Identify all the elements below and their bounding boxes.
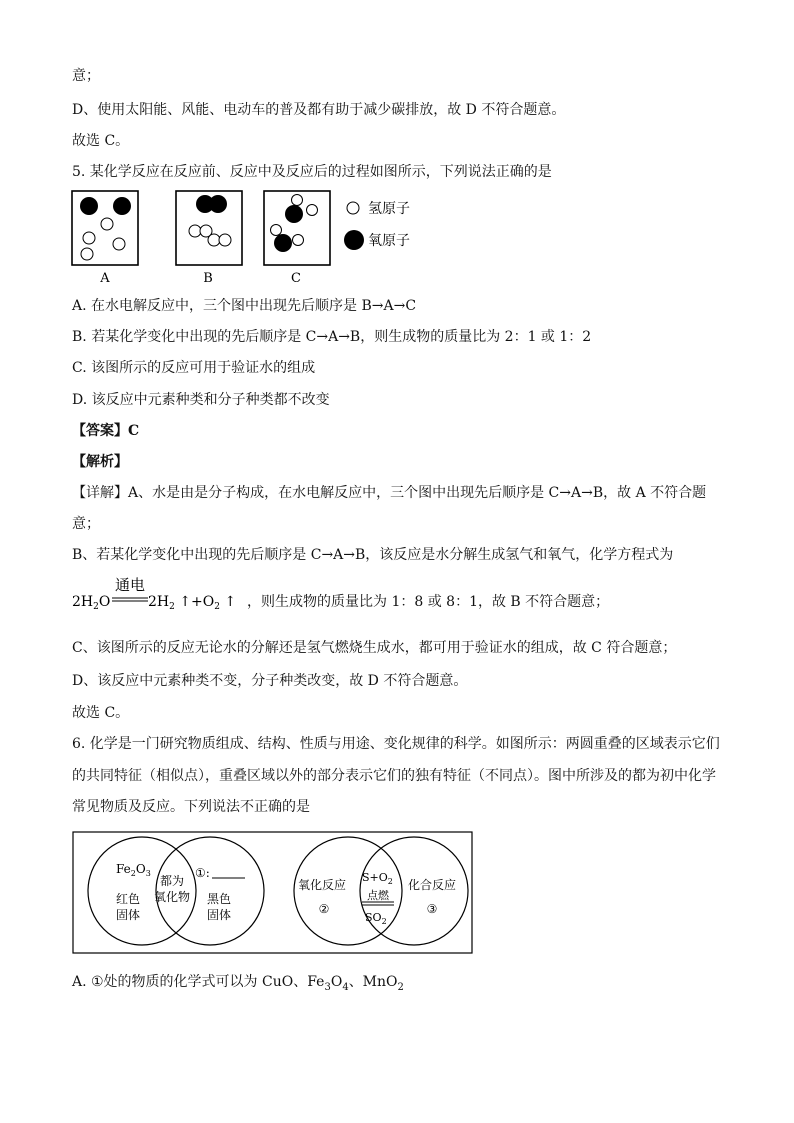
option-b: B. 若某化学变化中出现的先后顺序是 C→A→B，则生成物的质量比为 2：1 或 1：2	[72, 329, 592, 345]
ignite-label: 点燃	[367, 889, 389, 902]
black-label-2: 固体	[207, 908, 232, 922]
label-c: C	[291, 271, 301, 286]
svg-text:2H2O: $2H_2O$	[72, 594, 111, 612]
detail-line: 【详解】A、水是由是分子构成，在水电解反应中，三个图中出现先后顺序是 C→A→B，故 A 不符合题	[72, 485, 707, 501]
question-6-stem: 的共同特征（相似点），重叠区域以外的部分表示它们的独有特征（不同点）。图中所涉及的都为初中化学	[72, 768, 716, 784]
blank-label: ①:	[195, 866, 210, 880]
legend-hydrogen: 氢原子	[368, 201, 410, 217]
circled-2: ②	[318, 902, 330, 916]
label-a: A	[100, 271, 110, 286]
black-label-1: 黑色	[207, 892, 232, 906]
label-b: B	[203, 271, 213, 286]
common-label-2: 氧化物	[153, 890, 191, 904]
figure-6-venn	[72, 831, 474, 955]
detail-line: D、该反应中元素种类不变，分子种类改变，故 D 不符合题意。	[72, 673, 468, 689]
oxidation-label: 氧化反应	[298, 878, 347, 892]
chemical-equation	[72, 574, 252, 614]
svg-text:S+O2: $S+O_2$	[362, 871, 393, 886]
circled-3: ③	[426, 902, 438, 916]
detail-line: B、若某化学变化中出现的先后顺序是 C→A→B，该反应是水分解生成氢气和氧气，化学方程式为	[72, 547, 674, 563]
text-line: 故选 C。	[72, 133, 130, 149]
q6-option-a: A. ①处的物质的化学式可以为 CuO、$Fe_3O_4$、MnO$_2$	[72, 974, 404, 993]
common-label-1: 都为	[159, 874, 185, 888]
question-6-stem: 常见物质及反应。下列说法不正确的是	[72, 799, 310, 815]
text-line: D、使用太阳能、风能、电动车的普及都有助于减少碳排放，故 D 不符合题意。	[72, 102, 566, 118]
detail-line: 意；	[72, 516, 100, 532]
svg-text:SO2: $SO_2$	[365, 911, 387, 926]
svg-text:Fe2O3: $Fe_2O_3$	[116, 862, 151, 878]
legend-oxygen: 氧原子	[368, 233, 410, 249]
option-d: D. 该反应中元素种类和分子种类都不改变	[72, 392, 330, 408]
figure-5-atoms	[70, 188, 430, 288]
question-5-stem: 5. 某化学反应在反应前、反应中及反应后的过程如图所示，下列说法正确的是	[72, 164, 552, 180]
detail-line: 故选 C。	[72, 705, 130, 721]
option-a: A. 在水电解反应中，三个图中出现先后顺序是 B→A→C	[72, 298, 417, 314]
equation-condition: 通电	[114, 576, 146, 594]
option-c: C. 该图所示的反应可用于验证水的组成	[72, 360, 316, 376]
analysis-tag: 【解析】	[72, 454, 128, 470]
combination-label: 化合反应	[408, 878, 457, 892]
red-label-1: 红色	[116, 892, 141, 906]
answer-tag: 【答案】C	[72, 423, 140, 439]
svg-text:2H2 ↑+O2 ↑: $2H_2$ $↑+O_2$ ↑	[148, 594, 237, 612]
red-label-2: 固体	[116, 908, 141, 922]
question-6-stem: 6. 化学是一门研究物质组成、结构、性质与用途、变化规律的科学。如图所示：两圆重叠的区域表示它们	[72, 736, 720, 752]
hydrogen-legend-icon	[347, 202, 359, 214]
text-line: 意；	[72, 68, 100, 84]
detail-line: C、该图所示的反应无论水的分解还是氢气燃烧生成水，都可用于验证水的组成，故 C 符合题意；	[72, 640, 677, 656]
equation-tail: ，则生成物的质量比为 1：8 或 8：1，故 B 不符合题意；	[247, 594, 610, 610]
oxygen-legend-icon	[344, 230, 364, 250]
